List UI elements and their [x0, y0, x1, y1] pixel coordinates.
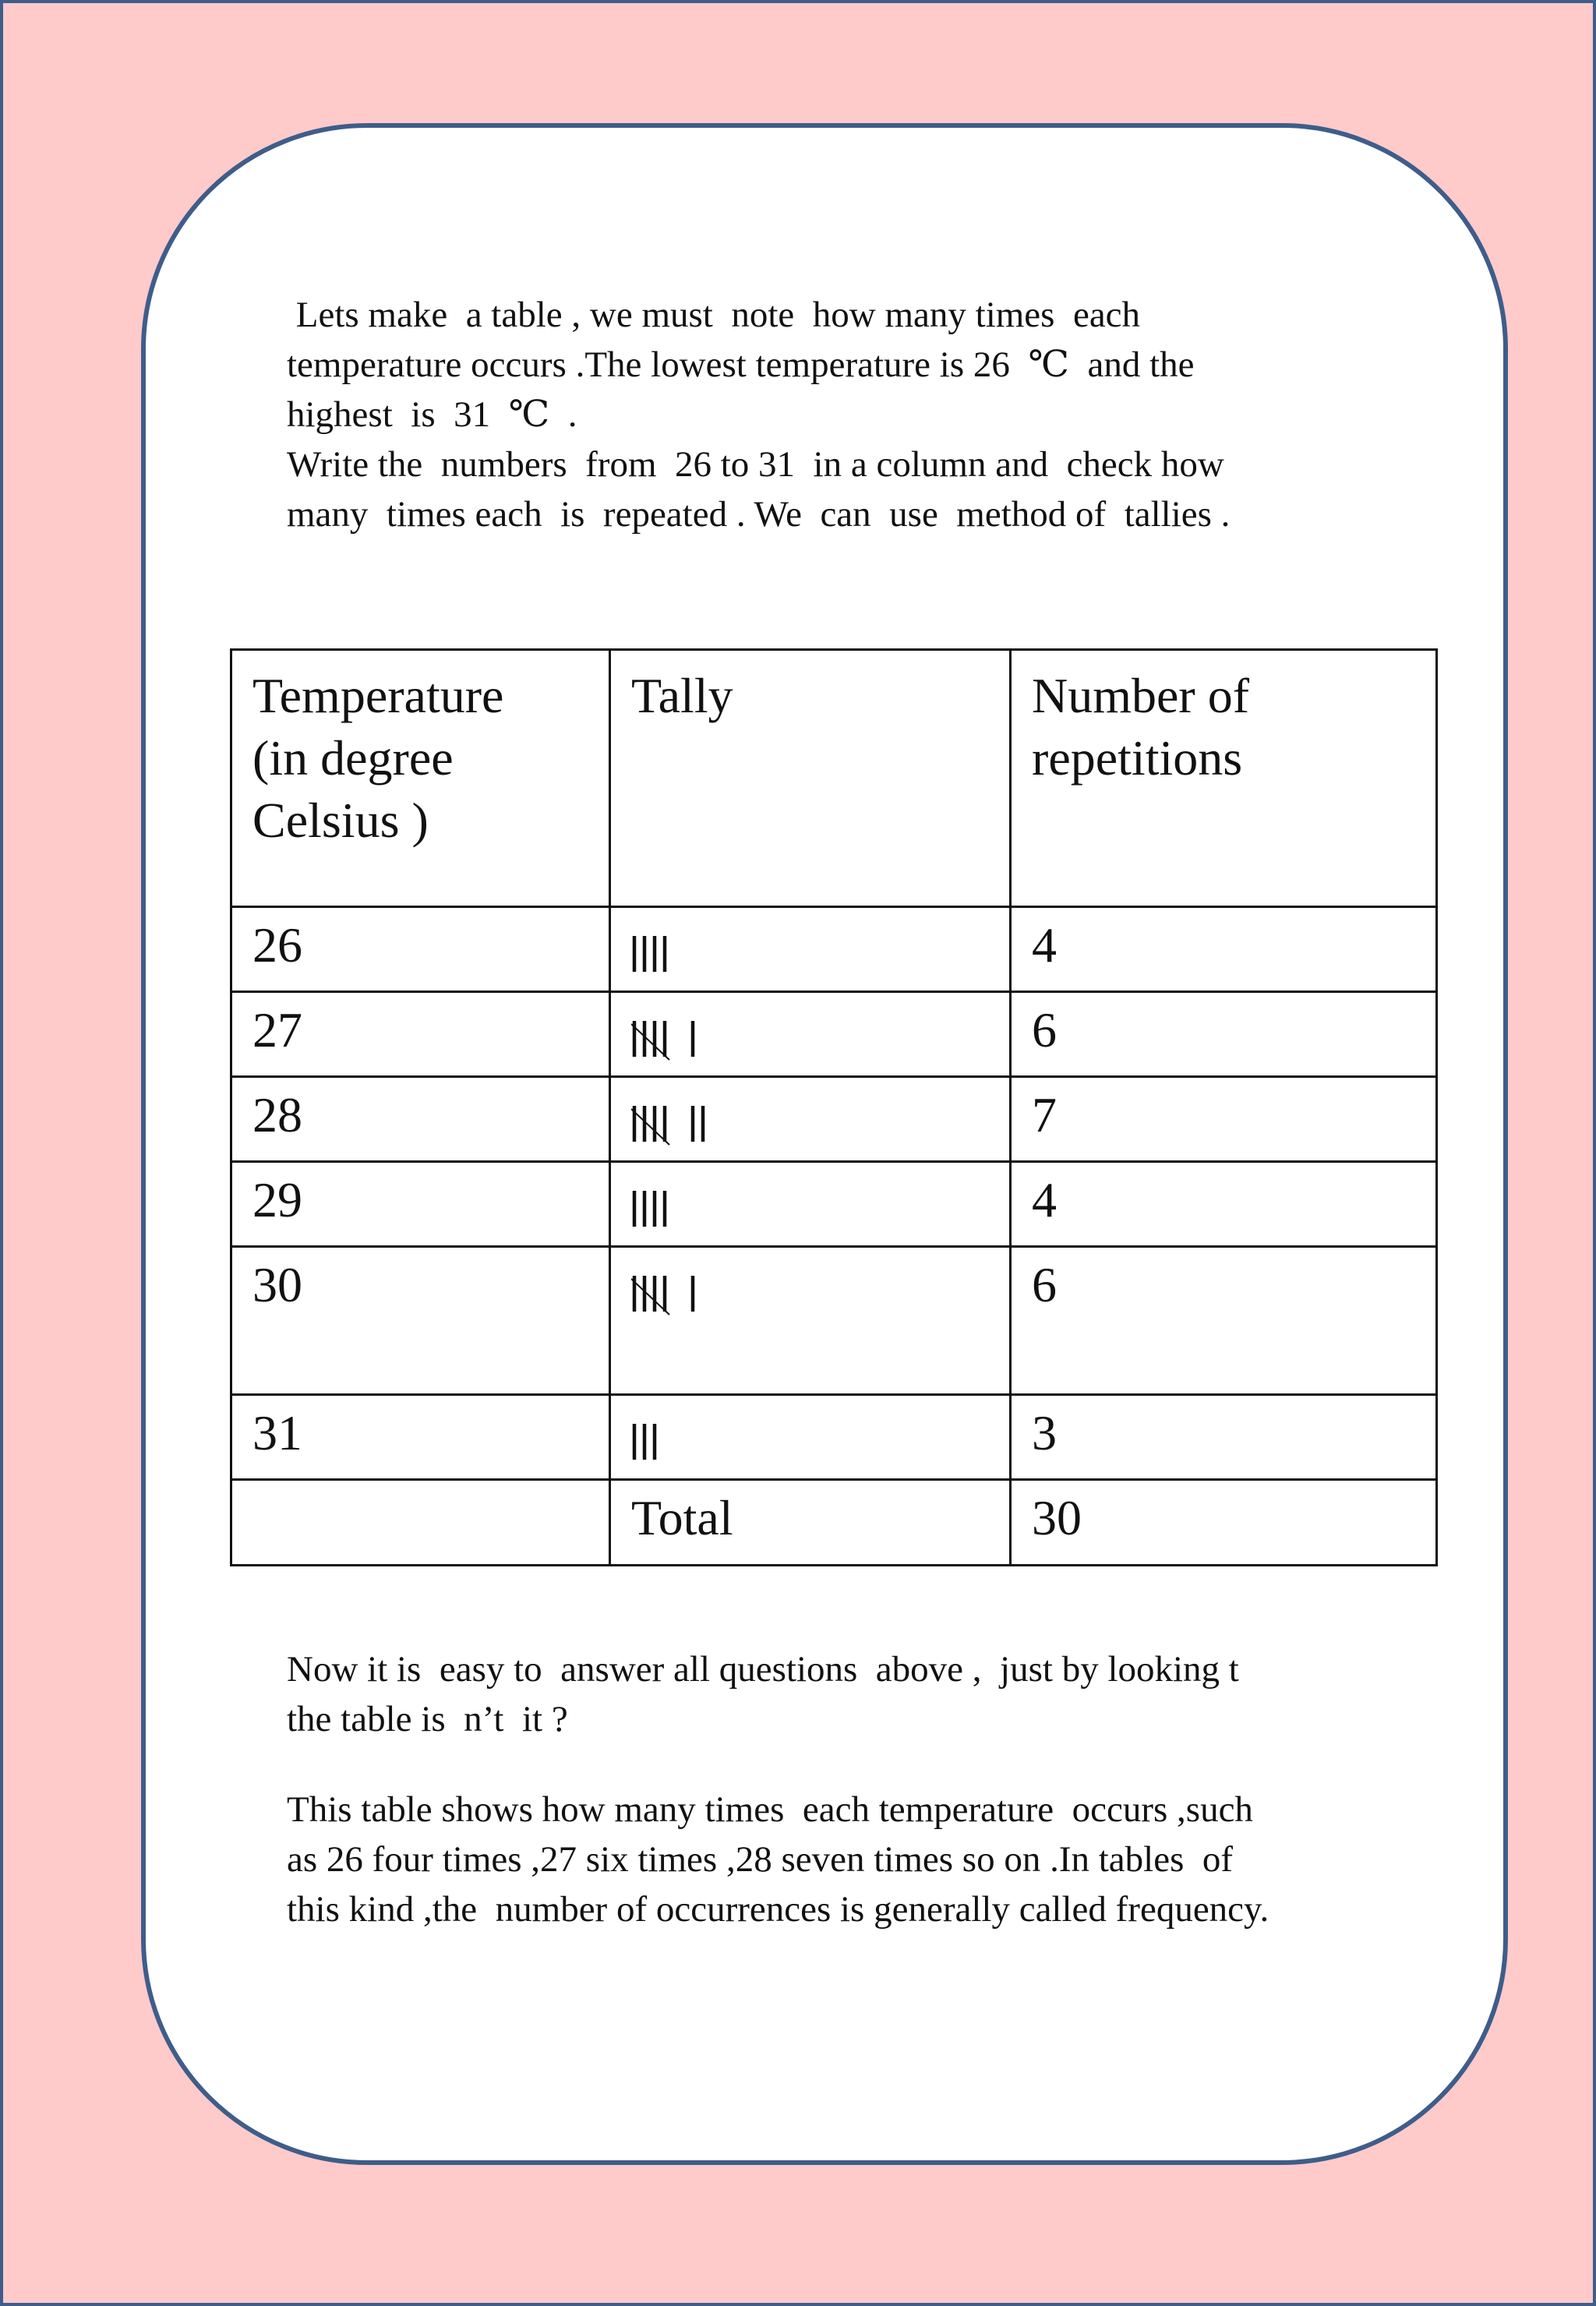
repetitions-cell: 4 — [1011, 1162, 1437, 1247]
table-row — [231, 1162, 1437, 1247]
temperature-cell: 30 — [231, 1247, 610, 1395]
tally-cell — [610, 907, 1011, 992]
temperature-cell: 26 — [231, 907, 610, 992]
temperature-cell: 31 — [231, 1395, 610, 1480]
table-header-row — [231, 650, 1437, 907]
table-total-row — [231, 1480, 1437, 1566]
tally-marks — [631, 914, 787, 984]
empty-cell — [231, 1480, 610, 1566]
repetitions-cell: 6 — [1011, 992, 1437, 1077]
repetitions-cell: 6 — [1011, 1247, 1437, 1395]
intro-paragraph: Lets make a table , we must note how many times each temperature occurs .The lowest temperature is 26 ℃ and the highest is 31 ℃ . Write the numbers from 26 to 31 in a column and check how many times each is repeated . We can use method of tallies . — [287, 295, 1231, 535]
table-row — [231, 907, 1437, 992]
tally-marks — [631, 1254, 787, 1324]
temperature-cell: 28 — [231, 1077, 610, 1162]
tally-marks — [631, 1084, 787, 1154]
tally-cell — [610, 992, 1011, 1077]
temperature-cell: 27 — [231, 992, 610, 1077]
repetitions-cell: 4 — [1011, 907, 1437, 992]
tally-table — [230, 648, 1438, 1566]
table-row — [231, 1077, 1437, 1162]
tally-marks — [631, 1169, 787, 1239]
question-paragraph: Now it is easy to answer all questions above , just by looking t the table is n’t it ? — [287, 1649, 1239, 1739]
header-repetitions: Number of repetitions — [1011, 650, 1437, 907]
header-temperature: Temperature (in degree Celsius ) — [231, 650, 610, 907]
tally-cell — [610, 1162, 1011, 1247]
frequency-paragraph: This table shows how many times each temperature occurs ,such as 26 four times ,27 six times ,28 seven times so on .In tables of this kind ,the number of occurrences is generally called frequency. — [287, 1789, 1269, 1930]
repetitions-cell: 3 — [1011, 1395, 1437, 1480]
total-label: Total — [610, 1480, 1011, 1566]
header-tally: Tally — [610, 650, 1011, 907]
table-row — [231, 1247, 1437, 1395]
tally-cell — [610, 1077, 1011, 1162]
tally-marks — [631, 999, 787, 1069]
total-value: 30 — [1011, 1480, 1437, 1566]
tally-marks — [631, 1402, 787, 1472]
tally-cell — [610, 1247, 1011, 1395]
table-row — [231, 1395, 1437, 1480]
temperature-cell: 29 — [231, 1162, 610, 1247]
table-row — [231, 992, 1437, 1077]
repetitions-cell: 7 — [1011, 1077, 1437, 1162]
tally-cell — [610, 1395, 1011, 1480]
